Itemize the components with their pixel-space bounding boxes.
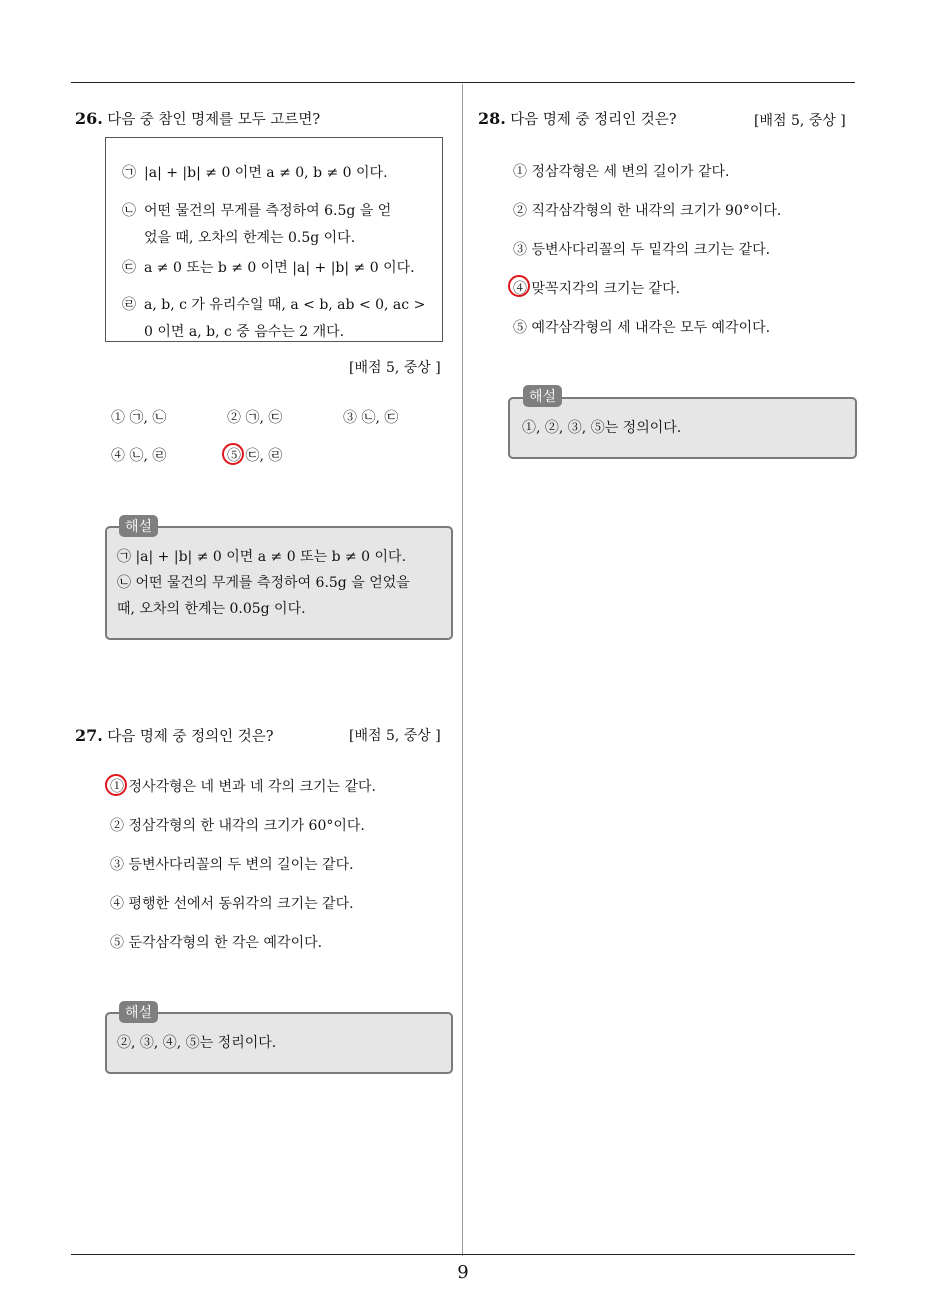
q27-number: 27. — [75, 726, 103, 745]
q28-question: 다음 명제 중 정리인 것은? — [510, 112, 677, 128]
q27-answer-circle-icon — [105, 774, 127, 796]
q26-solution-box — [105, 526, 453, 640]
q28-statement-5[interactable]: ⑤ 예각삼각형의 세 내각은 모두 예각이다. — [513, 320, 771, 336]
q28-solution-label: 해설 — [523, 385, 562, 407]
q28-header — [478, 108, 677, 129]
q27-solution-box — [105, 1012, 453, 1074]
q28-statement-4[interactable]: ④ 맞꼭지각의 크기는 같다. — [513, 281, 681, 297]
q28-solution-box — [508, 397, 857, 459]
q26-number: 26. — [75, 109, 103, 128]
q26-score: [배점 5, 중상 ] — [349, 360, 441, 376]
q28-statement-2[interactable]: ② 직각삼각형의 한 내각의 크기가 90°이다. — [513, 203, 782, 219]
q26-item-3: ㉢ a ≠ 0 또는 b ≠ 0 이면 |a| + |b| ≠ 0 이다. — [122, 260, 415, 276]
q26-header — [75, 108, 320, 129]
top-rule — [71, 82, 855, 83]
q27-statement-4[interactable]: ④ 평행한 선에서 동위각의 크기는 같다. — [110, 896, 354, 912]
q28-number: 28. — [478, 109, 506, 128]
bottom-rule — [71, 1254, 855, 1255]
q27-statement-5[interactable]: ⑤ 둔각삼각형의 한 각은 예각이다. — [110, 935, 323, 951]
q26-item-1: ㉠ |a| + |b| ≠ 0 이면 a ≠ 0, b ≠ 0 이다. — [122, 165, 388, 181]
q26-choice-3[interactable]: ③ ㉡, ㉢ — [343, 410, 399, 426]
q26-item-2: ㉡ 어떤 물건의 무게를 측정하여 6.5g 을 얻 었을 때, 오차의 한계는 0.5g 이다. — [122, 203, 392, 246]
q26-solution-text: ㉠ |a| + |b| ≠ 0 이면 a ≠ 0 또는 b ≠ 0 이다. ㉡ 어떤 물건의 무게를 측정하여 6.5g 을 얻었을 때, 오차의 한계는 0.05g 이다. — [117, 549, 410, 617]
q27-score: [배점 5, 중상 ] — [349, 728, 441, 744]
q27-solution-text: ②, ③, ④, ⑤는 정리이다. — [117, 1035, 277, 1051]
q27-statement-3[interactable]: ③ 등변사다리꼴의 두 변의 길이는 같다. — [110, 857, 354, 873]
q28-answer-circle-icon — [508, 275, 530, 297]
q28-statement-1[interactable]: ① 정삼각형은 세 변의 길이가 같다. — [513, 164, 730, 180]
q27-statement-2[interactable]: ② 정삼각형의 한 내각의 크기가 60°이다. — [110, 818, 365, 834]
q28-score: [배점 5, 중상 ] — [754, 113, 846, 129]
q26-choice-1[interactable]: ① ㉠, ㉡ — [111, 410, 167, 426]
q26-answer-circle-icon — [222, 443, 244, 465]
q28-solution-text: ①, ②, ③, ⑤는 정의이다. — [522, 420, 682, 436]
q26-choice-5[interactable]: ⑤ ㉢, ㉣ — [227, 448, 283, 464]
q27-solution-label: 해설 — [119, 1001, 158, 1023]
q26-solution-label: 해설 — [119, 515, 158, 537]
q26-item-4: ㉣ a, b, c 가 유리수일 때, a < b, ab < 0, ac > 0 이면 a, b, c 중 음수는 2 개다. — [122, 297, 426, 340]
q27-question: 다음 명제 중 정의인 것은? — [107, 729, 274, 745]
q26-question: 다음 중 참인 명제를 모두 고르면? — [107, 112, 321, 128]
q26-choice-2[interactable]: ② ㉠, ㉢ — [227, 410, 283, 426]
column-divider — [462, 84, 463, 1256]
q26-condition-box — [105, 137, 443, 342]
q27-header — [75, 725, 274, 746]
q27-statement-1[interactable]: ① 정사각형은 네 변과 네 각의 크기는 같다. — [110, 779, 376, 795]
page-number: 9 — [457, 1262, 469, 1283]
q28-statement-3[interactable]: ③ 등변사다리꼴의 두 밑각의 크기는 같다. — [513, 242, 771, 258]
q26-choice-4[interactable]: ④ ㉡, ㉣ — [111, 448, 167, 464]
